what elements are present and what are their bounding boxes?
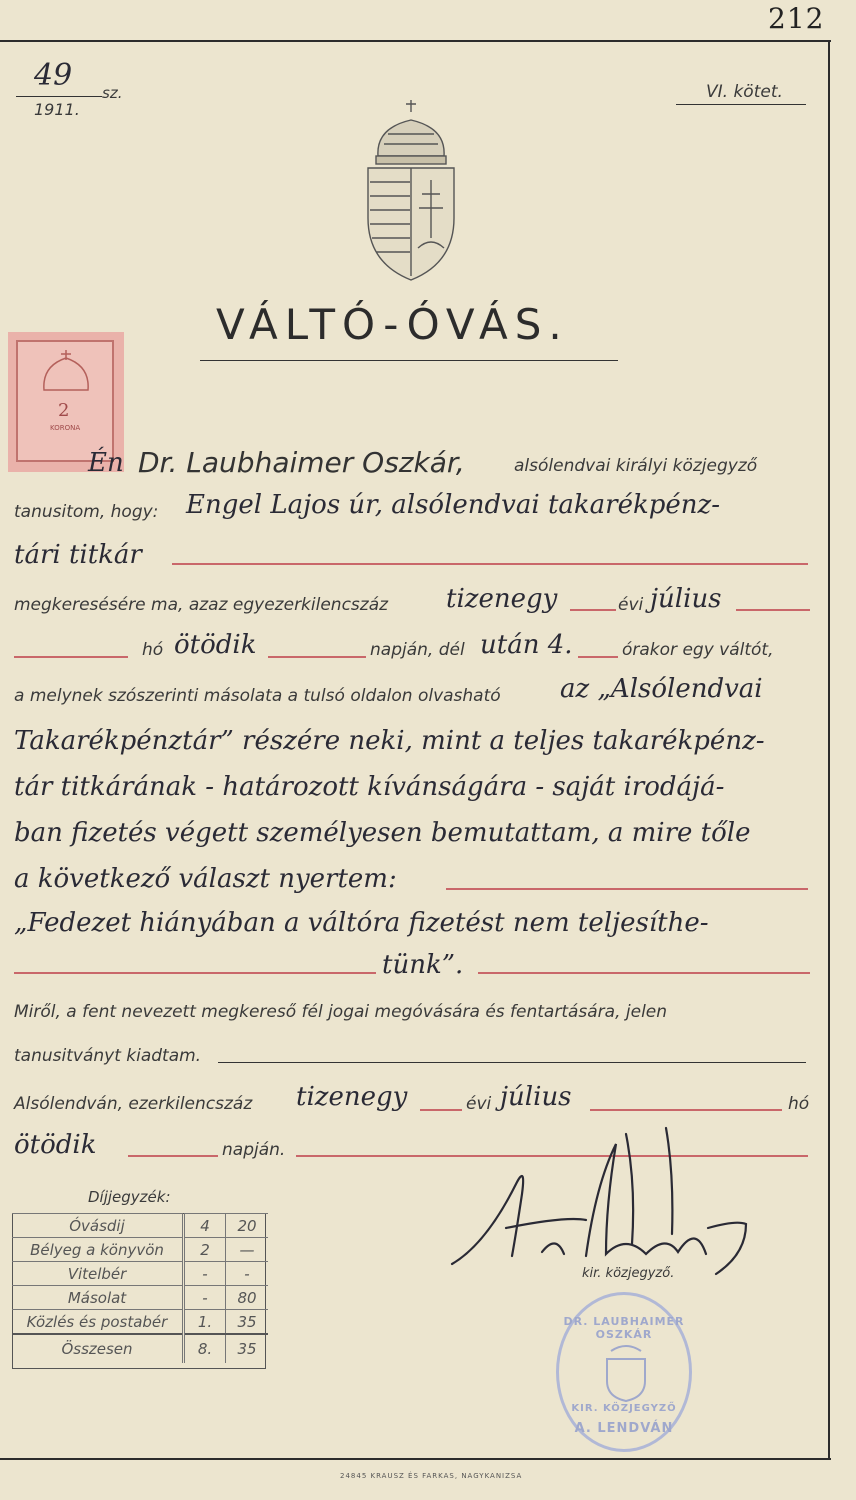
page-frame-top: [0, 40, 831, 42]
page-frame-right: [828, 40, 830, 1460]
seal-line-3: A. LENDVÁN: [574, 1421, 674, 1436]
stamp-value: 2: [58, 400, 70, 421]
fee-korona: 2: [184, 1238, 226, 1262]
month-2: július: [500, 1082, 572, 1112]
fee-label: Másolat: [12, 1286, 184, 1310]
evi-label: évi: [618, 595, 644, 615]
ho-label: hó: [142, 640, 164, 660]
protest-line-4: ban fizetés végett személyesen bemutattam, a mire tőle: [14, 818, 751, 848]
printer-imprint: 24845 KRAUSZ ÉS FARKAS, NAGYKANIZSA: [340, 1472, 523, 1480]
notary-title: alsólendvai királyi közjegyző: [514, 456, 758, 476]
fee-filler: —: [226, 1238, 269, 1262]
fill-line: [14, 972, 376, 974]
fee-row: [12, 1286, 268, 1310]
fee-total-row: [12, 1334, 268, 1363]
napjan-del-label: napján, dél: [370, 640, 465, 660]
day-2: ötödik: [14, 1130, 97, 1160]
document-year: 1911.: [34, 100, 80, 119]
fill-line: [128, 1155, 218, 1157]
fee-filler: 80: [226, 1286, 269, 1310]
requester-line-2: tári titkár: [14, 540, 142, 570]
fee-row: [12, 1310, 268, 1335]
year-word-2: tizenegy: [296, 1082, 408, 1112]
seal-line-1: DR. LAUBHAIMER OSZKÁR: [563, 1315, 685, 1341]
fee-korona: 1.: [184, 1310, 226, 1335]
coat-of-arms-icon: [358, 98, 464, 284]
fees-table: [12, 1213, 268, 1363]
place-date-label: Alsólendván, ezerkilencszáz: [14, 1094, 253, 1114]
fee-filler: 20: [226, 1214, 269, 1238]
fee-total-label: Összesen: [12, 1334, 184, 1363]
fee-label: Vitelbér: [12, 1262, 184, 1286]
protest-line-3: tár titkárának - határozott kívánságára - saját irodájá-: [14, 772, 725, 802]
en-handwritten: Én: [88, 448, 124, 478]
year-word: tizenegy: [446, 584, 558, 614]
fee-total-korona: 8.: [184, 1334, 226, 1363]
document-title: VÁLTÓ-ÓVÁS.: [216, 300, 569, 349]
fill-line: [478, 972, 810, 974]
napjan-label: napján.: [222, 1140, 286, 1160]
seal-line-2: KIR. KÖZJEGYZŐ: [571, 1403, 677, 1414]
fee-total-filler: 35: [226, 1334, 269, 1363]
fee-filler: -: [226, 1262, 269, 1286]
fill-line: [268, 656, 366, 658]
document-number: 49: [34, 58, 73, 93]
fill-line: [590, 1109, 782, 1111]
title-underline: [200, 360, 618, 361]
fee-korona: -: [184, 1262, 226, 1286]
fee-label: Óvásdij: [12, 1214, 184, 1238]
tanusitom-label: tanusitom, hogy:: [14, 502, 159, 522]
fee-korona: -: [184, 1286, 226, 1310]
signature-role: kir. közjegyző.: [582, 1266, 675, 1281]
fee-filler: 35: [226, 1310, 269, 1335]
fee-korona: 4: [184, 1214, 226, 1238]
fill-line: [218, 1062, 806, 1063]
fill-line: [446, 888, 808, 890]
requester-line-1: Engel Lajos úr, alsólendvai takarékpénz-: [186, 490, 720, 520]
fee-row: [12, 1238, 268, 1262]
sz-label: sz.: [102, 84, 123, 102]
answer-line-2: tünk”.: [382, 950, 464, 980]
orakor-label: órakor egy váltót,: [622, 640, 774, 660]
crown-icon: [38, 350, 94, 394]
fee-row: [12, 1214, 268, 1238]
time: után 4.: [480, 630, 573, 660]
fill-line: [420, 1109, 462, 1111]
fee-label: Közlés és postabér: [12, 1310, 184, 1335]
stamp-currency: KORONA: [50, 424, 81, 432]
fee-row: [12, 1262, 268, 1286]
page-number: 212: [768, 2, 825, 35]
megkeresesere-label: megkeresésére ma, azaz egyezerkilencszáz: [14, 595, 389, 615]
protest-line-1: az „Alsólendvai: [560, 674, 763, 704]
fill-line: [578, 656, 618, 658]
day: ötödik: [174, 630, 257, 660]
volume-line: [676, 104, 806, 105]
page-frame-bottom: [0, 1458, 831, 1460]
signature: [446, 1124, 766, 1284]
mirol-line-1: Miről, a fent nevezett megkereső fél jogai megóvására és fentartására, jelen: [14, 1002, 668, 1022]
fill-line: [14, 656, 128, 658]
fee-label: Bélyeg a könyvön: [12, 1238, 184, 1262]
fill-line: [172, 563, 808, 565]
fill-line: [570, 609, 616, 611]
answer-line-1: „Fedezet hiányában a váltóra fizetést nem teljesíthe-: [14, 908, 709, 938]
a-melynek-label: a melynek szószerinti másolata a tulsó oldalon olvasható: [14, 686, 501, 706]
mirol-line-2: tanusitványt kiadtam.: [14, 1046, 202, 1066]
fill-line: [736, 609, 810, 611]
protest-line-5: a következő választ nyertem:: [14, 864, 397, 894]
month: július: [650, 584, 722, 614]
ho-label-2: hó: [788, 1094, 810, 1114]
notary-seal: [556, 1292, 692, 1452]
volume-label: VI. kötet.: [706, 82, 783, 102]
protest-line-2: Takarékpénztár” részére neki, mint a teljes takarékpénz-: [14, 726, 765, 756]
fees-title: Díjjegyzék:: [88, 1188, 171, 1206]
number-line: [16, 96, 102, 97]
evi-label-2: évi: [466, 1094, 492, 1114]
notary-name: Dr. Laubhaimer Oszkár,: [138, 446, 465, 479]
seal-arms-icon: [603, 1339, 649, 1403]
